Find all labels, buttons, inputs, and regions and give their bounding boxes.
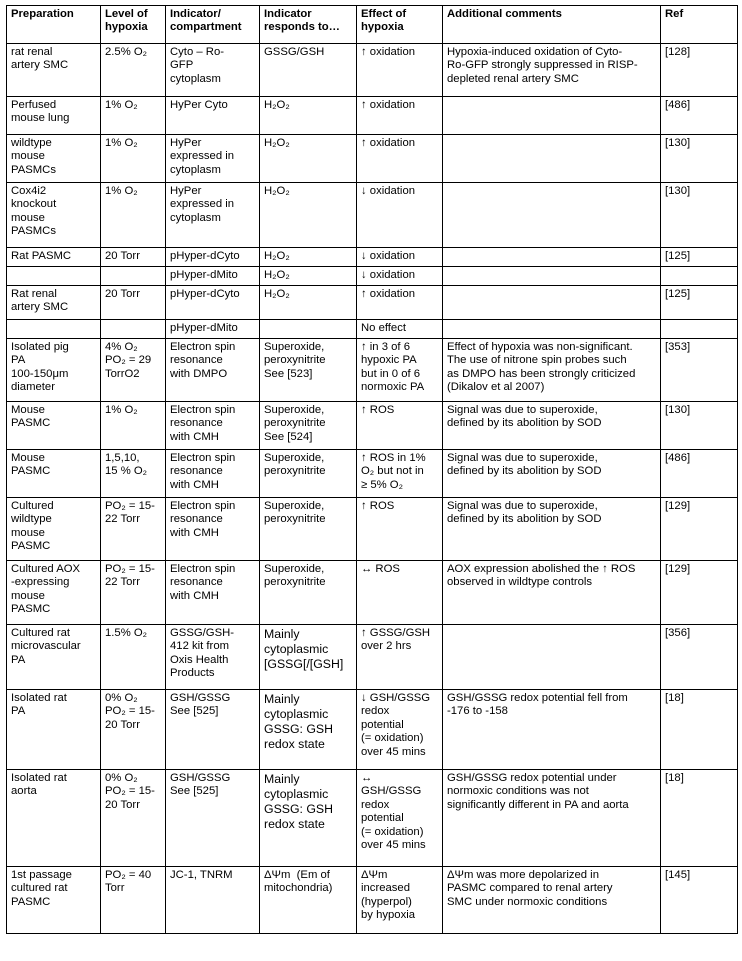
cell-level: 0% O₂ PO₂ = 15- 20 Torr xyxy=(101,690,166,770)
cell-responds-to: Mainly cytoplasmic GSSG: GSH redox state xyxy=(260,690,357,770)
cell-ref: [130] xyxy=(661,183,738,248)
cell-preparation: Cultured rat microvascular PA xyxy=(7,625,101,690)
table-row xyxy=(7,402,738,450)
cell-ref: [125] xyxy=(661,248,738,267)
cell-indicator: pHyper-dMito xyxy=(166,267,260,286)
cell-effect: ↑ GSSG/GSH over 2 hrs xyxy=(357,625,443,690)
cell-responds-to: Mainly cytoplasmic GSSG: GSH redox state xyxy=(260,770,357,867)
cell-comments xyxy=(443,320,661,339)
table-header xyxy=(7,6,738,44)
cell-preparation xyxy=(7,320,101,339)
cell-preparation: Cultured AOX -expressing mouse PASMC xyxy=(7,561,101,625)
cell-effect: ↑ oxidation xyxy=(357,97,443,135)
cell-comments: Signal was due to superoxide, defined by its abolition by SOD xyxy=(443,450,661,498)
cell-effect: ΔΨm increased (hyperpol) by hypoxia xyxy=(357,867,443,934)
cell-indicator: Electron spin resonance with CMH xyxy=(166,498,260,561)
cell-responds-to: Superoxide, peroxynitrite xyxy=(260,498,357,561)
cell-comments: GSH/GSSG redox potential fell from -176 to -158 xyxy=(443,690,661,770)
cell-indicator: HyPer expressed in cytoplasm xyxy=(166,135,260,183)
cell-responds-to: H₂O₂ xyxy=(260,135,357,183)
cell-level: 2.5% O₂ xyxy=(101,44,166,97)
cell-responds-to: H₂O₂ xyxy=(260,183,357,248)
table-row xyxy=(7,498,738,561)
cell-preparation xyxy=(7,267,101,286)
cell-preparation: Mouse PASMC xyxy=(7,402,101,450)
cell-effect: ↑ oxidation xyxy=(357,135,443,183)
cell-effect: ↑ oxidation xyxy=(357,286,443,320)
cell-preparation: Cox4i2 knockout mouse PASMCs xyxy=(7,183,101,248)
cell-preparation: Isolated pig PA 100-150μm diameter xyxy=(7,339,101,402)
cell-indicator: HyPer Cyto xyxy=(166,97,260,135)
header-indicator-compartment: Indicator/ compartment xyxy=(166,6,260,44)
table-row xyxy=(7,770,738,867)
cell-comments xyxy=(443,267,661,286)
cell-level xyxy=(101,320,166,339)
cell-comments xyxy=(443,183,661,248)
cell-comments: Signal was due to superoxide, defined by its abolition by SOD xyxy=(443,402,661,450)
cell-indicator: HyPer expressed in cytoplasm xyxy=(166,183,260,248)
cell-ref: [129] xyxy=(661,561,738,625)
table-row xyxy=(7,248,738,267)
cell-effect: ↑ ROS xyxy=(357,402,443,450)
cell-comments: Hypoxia-induced oxidation of Cyto- Ro-GFP strongly suppressed in RISP- depleted renal artery SMC xyxy=(443,44,661,97)
cell-level: 1% O₂ xyxy=(101,135,166,183)
cell-level: 0% O₂ PO₂ = 15- 20 Torr xyxy=(101,770,166,867)
cell-comments: Signal was due to superoxide, defined by its abolition by SOD xyxy=(443,498,661,561)
header-additional-comments: Additional comments xyxy=(443,6,661,44)
cell-responds-to: ΔΨm (Em of mitochondria) xyxy=(260,867,357,934)
cell-level: 1% O₂ xyxy=(101,183,166,248)
cell-responds-to: H₂O₂ xyxy=(260,267,357,286)
cell-indicator: GSH/GSSG See [525] xyxy=(166,690,260,770)
cell-level: PO₂ = 15- 22 Torr xyxy=(101,561,166,625)
table-row xyxy=(7,97,738,135)
cell-effect: ↔ GSH/GSSG redox potential (= oxidation) over 45 mins xyxy=(357,770,443,867)
table-row xyxy=(7,450,738,498)
cell-effect: ↑ in 3 of 6 hypoxic PA but in 0 of 6 normoxic PA xyxy=(357,339,443,402)
cell-level: 1% O₂ xyxy=(101,97,166,135)
cell-preparation: rat renal artery SMC xyxy=(7,44,101,97)
cell-ref xyxy=(661,267,738,286)
cell-comments xyxy=(443,97,661,135)
hypoxia-redox-table xyxy=(6,5,738,934)
cell-ref: [486] xyxy=(661,450,738,498)
table-row xyxy=(7,339,738,402)
cell-indicator: pHyper-dCyto xyxy=(166,286,260,320)
cell-responds-to: H₂O₂ xyxy=(260,248,357,267)
cell-comments: AOX expression abolished the ↑ ROS observed in wildtype controls xyxy=(443,561,661,625)
table-row xyxy=(7,867,738,934)
cell-ref: [18] xyxy=(661,770,738,867)
cell-ref: [356] xyxy=(661,625,738,690)
cell-responds-to: Mainly cytoplasmic [GSSG[/[GSH] xyxy=(260,625,357,690)
cell-responds-to: H₂O₂ xyxy=(260,286,357,320)
table-row xyxy=(7,690,738,770)
cell-indicator: Electron spin resonance with CMH xyxy=(166,402,260,450)
table-row xyxy=(7,135,738,183)
cell-comments xyxy=(443,248,661,267)
cell-level: 20 Torr xyxy=(101,286,166,320)
cell-level: PO₂ = 15- 22 Torr xyxy=(101,498,166,561)
cell-effect: ↑ ROS xyxy=(357,498,443,561)
cell-level: 1.5% O₂ xyxy=(101,625,166,690)
cell-indicator: Electron spin resonance with DMPO xyxy=(166,339,260,402)
cell-ref: [18] xyxy=(661,690,738,770)
table-row xyxy=(7,561,738,625)
cell-preparation: 1st passage cultured rat PASMC xyxy=(7,867,101,934)
cell-preparation: Perfused mouse lung xyxy=(7,97,101,135)
header-row xyxy=(7,6,738,44)
cell-preparation: Mouse PASMC xyxy=(7,450,101,498)
cell-ref: [130] xyxy=(661,402,738,450)
cell-responds-to: Superoxide, peroxynitrite See [523] xyxy=(260,339,357,402)
cell-level: 1% O₂ xyxy=(101,402,166,450)
cell-indicator: Electron spin resonance with CMH xyxy=(166,450,260,498)
cell-preparation: Isolated rat aorta xyxy=(7,770,101,867)
cell-ref xyxy=(661,320,738,339)
cell-effect: ↑ ROS in 1% O₂ but not in ≥ 5% O₂ xyxy=(357,450,443,498)
header-level-of-hypoxia: Level of hypoxia xyxy=(101,6,166,44)
cell-effect: ↑ oxidation xyxy=(357,44,443,97)
cell-ref: [486] xyxy=(661,97,738,135)
cell-effect: ↔ ROS xyxy=(357,561,443,625)
cell-effect: ↓ oxidation xyxy=(357,248,443,267)
cell-responds-to: GSSG/GSH xyxy=(260,44,357,97)
header-ref: Ref xyxy=(661,6,738,44)
header-preparation: Preparation xyxy=(7,6,101,44)
cell-responds-to: Superoxide, peroxynitrite See [524] xyxy=(260,402,357,450)
cell-level: 1,5,10, 15 % O₂ xyxy=(101,450,166,498)
cell-effect: No effect xyxy=(357,320,443,339)
cell-indicator: GSH/GSSG See [525] xyxy=(166,770,260,867)
cell-ref: [353] xyxy=(661,339,738,402)
table-row xyxy=(7,625,738,690)
cell-comments: ΔΨm was more depolarized in PASMC compared to renal artery SMC under normoxic conditions xyxy=(443,867,661,934)
cell-preparation: wildtype mouse PASMCs xyxy=(7,135,101,183)
cell-preparation: Isolated rat PA xyxy=(7,690,101,770)
table-body xyxy=(7,44,738,934)
cell-level: 4% O₂ PO₂ = 29 TorrO2 xyxy=(101,339,166,402)
cell-level: PO₂ = 40 Torr xyxy=(101,867,166,934)
cell-preparation: Cultured wildtype mouse PASMC xyxy=(7,498,101,561)
cell-effect: ↓ oxidation xyxy=(357,267,443,286)
cell-indicator: Cyto – Ro- GFP cytoplasm xyxy=(166,44,260,97)
header-effect-of-hypoxia: Effect of hypoxia xyxy=(357,6,443,44)
cell-comments: Effect of hypoxia was non-significant. The use of nitrone spin probes such as DMPO has been strongly criticized (Dikalov et al 2007) xyxy=(443,339,661,402)
cell-effect: ↓ GSH/GSSG redox potential (= oxidation) over 45 mins xyxy=(357,690,443,770)
cell-comments xyxy=(443,286,661,320)
cell-indicator: pHyper-dMito xyxy=(166,320,260,339)
cell-ref: [129] xyxy=(661,498,738,561)
table-row xyxy=(7,320,738,339)
cell-indicator: JC-1, TNRM xyxy=(166,867,260,934)
cell-level xyxy=(101,267,166,286)
header-indicator-responds-to: Indicator responds to… xyxy=(260,6,357,44)
cell-ref: [125] xyxy=(661,286,738,320)
cell-responds-to: Superoxide, peroxynitrite xyxy=(260,561,357,625)
cell-ref: [128] xyxy=(661,44,738,97)
cell-ref: [145] xyxy=(661,867,738,934)
cell-indicator: pHyper-dCyto xyxy=(166,248,260,267)
cell-indicator: Electron spin resonance with CMH xyxy=(166,561,260,625)
cell-preparation: Rat PASMC xyxy=(7,248,101,267)
cell-responds-to: Superoxide, peroxynitrite xyxy=(260,450,357,498)
table-row xyxy=(7,286,738,320)
cell-effect: ↓ oxidation xyxy=(357,183,443,248)
cell-preparation: Rat renal artery SMC xyxy=(7,286,101,320)
cell-responds-to: H₂O₂ xyxy=(260,97,357,135)
cell-ref: [130] xyxy=(661,135,738,183)
cell-comments xyxy=(443,625,661,690)
cell-comments: GSH/GSSG redox potential under normoxic conditions was not significantly different in PA and aorta xyxy=(443,770,661,867)
cell-responds-to xyxy=(260,320,357,339)
cell-comments xyxy=(443,135,661,183)
cell-indicator: GSSG/GSH- 412 kit from Oxis Health Products xyxy=(166,625,260,690)
cell-level: 20 Torr xyxy=(101,248,166,267)
table-row xyxy=(7,44,738,97)
table-row xyxy=(7,267,738,286)
table-container xyxy=(6,5,737,934)
table-row xyxy=(7,183,738,248)
